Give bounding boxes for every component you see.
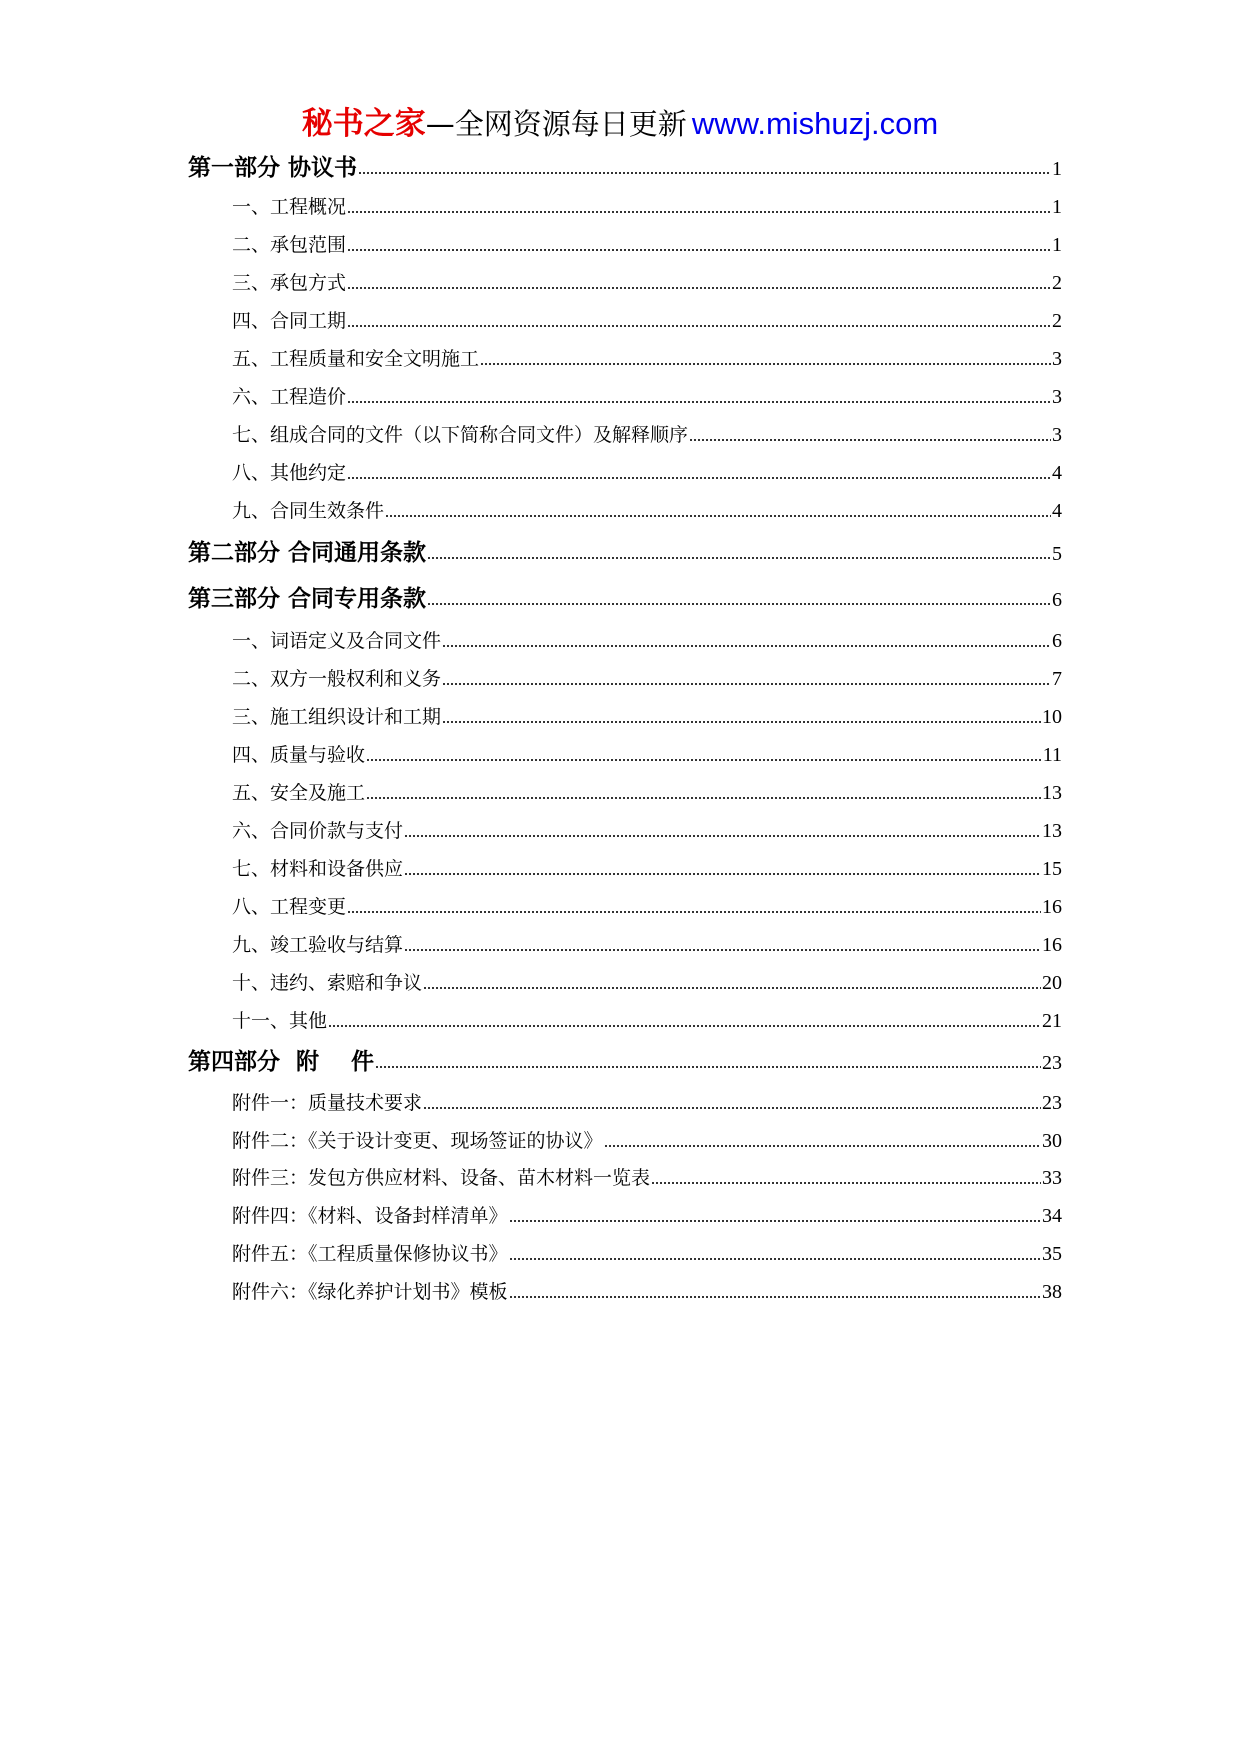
toc-page-number: 30 [1042, 1130, 1062, 1152]
brand-name: 秘书之家 [301, 106, 426, 142]
banner-slogan: —全网资源每日更新 [425, 107, 687, 141]
toc-page-number: 13 [1042, 820, 1062, 842]
toc-section-entry[interactable] [232, 267, 1062, 299]
toc-leader-dots [423, 1106, 1041, 1110]
toc-page-number: 1 [1052, 158, 1062, 180]
toc-entry-title: 十一、其他 [232, 1010, 328, 1032]
toc-page-number: 3 [1052, 386, 1062, 408]
toc-part-entry[interactable] [188, 152, 1062, 184]
toc-leader-dots [366, 758, 1042, 762]
toc-section-entry[interactable] [232, 457, 1062, 489]
toc-section-entry[interactable] [232, 305, 1062, 337]
toc-page-number: 33 [1042, 1167, 1062, 1189]
toc-leader-dots [347, 400, 1051, 404]
toc-section-entry[interactable] [232, 701, 1062, 733]
toc-page-number: 23 [1042, 1092, 1062, 1114]
toc-page-number: 11 [1042, 744, 1062, 766]
toc-entry-title: 五、安全及施工 [232, 782, 366, 804]
toc-leader-dots [347, 476, 1051, 480]
toc-leader-dots [358, 171, 1051, 175]
toc-leader-dots [442, 720, 1041, 724]
toc-section-entry[interactable] [232, 853, 1062, 885]
toc-leader-dots [366, 796, 1041, 800]
toc-entry-title: 第三部分 合同专用条款 [188, 586, 427, 612]
toc-section-entry[interactable] [232, 625, 1062, 657]
toc-section-entry[interactable] [232, 495, 1062, 527]
toc-entry-title: 六、工程造价 [232, 386, 347, 408]
toc-page-number: 7 [1052, 668, 1062, 690]
toc-leader-dots [347, 210, 1051, 214]
toc-part-entry[interactable] [188, 537, 1062, 569]
toc-section-entry[interactable] [232, 815, 1062, 847]
toc-leader-dots [375, 1065, 1041, 1069]
toc-entry-title: 五、工程质量和安全文明施工 [232, 348, 480, 370]
toc-entry-title: 附件一：质量技术要求 [232, 1092, 423, 1114]
toc-entry-title: 四、质量与验收 [232, 744, 366, 766]
toc-part-entry[interactable] [188, 583, 1062, 615]
toc-entry-title: 八、工程变更 [232, 896, 347, 918]
toc-leader-dots [480, 362, 1051, 366]
toc-section-entry[interactable] [232, 663, 1062, 695]
toc-section-entry[interactable] [232, 191, 1062, 223]
toc-section-entry[interactable] [232, 229, 1062, 261]
toc-page-number: 35 [1042, 1243, 1062, 1265]
toc-page-number: 6 [1052, 630, 1062, 652]
toc-leader-dots [604, 1144, 1041, 1148]
toc-entry-title: 第四部分 附 件 [188, 1049, 375, 1075]
toc-appendix-entry[interactable] [232, 1276, 1062, 1308]
toc-leader-dots [651, 1181, 1041, 1185]
toc-entry-title: 九、竣工验收与结算 [232, 934, 404, 956]
toc-section-entry[interactable] [232, 343, 1062, 375]
toc-page-number: 10 [1042, 706, 1062, 728]
toc-page-number: 6 [1052, 589, 1062, 611]
toc-leader-dots [385, 514, 1051, 518]
toc-appendix-entry[interactable] [232, 1200, 1062, 1232]
toc-leader-dots [509, 1257, 1041, 1261]
toc-entry-title: 附件五：《工程质量保修协议书》 [232, 1243, 508, 1265]
toc-appendix-entry[interactable] [232, 1125, 1062, 1157]
toc-appendix-entry[interactable] [232, 1162, 1062, 1194]
toc-entry-title: 附件二：《关于设计变更、现场签证的协议》 [232, 1130, 603, 1152]
toc-entry-title: 一、词语定义及合同文件 [232, 630, 442, 652]
banner-url-link[interactable]: www.mishuzj.com [691, 106, 939, 141]
toc-entry-title: 附件三：发包方供应材料、设备、苗木材料一览表 [232, 1167, 651, 1189]
toc-section-entry[interactable] [232, 967, 1062, 999]
toc-page-number: 21 [1042, 1010, 1062, 1032]
toc-page-number: 5 [1052, 543, 1062, 565]
toc-entry-title: 附件四：《材料、设备封样清单》 [232, 1205, 508, 1227]
toc-leader-dots [347, 248, 1051, 252]
toc-leader-dots [423, 986, 1041, 990]
toc-page-number: 15 [1042, 858, 1062, 880]
toc-page-number: 16 [1042, 934, 1062, 956]
toc-entry-title: 六、合同价款与支付 [232, 820, 404, 842]
toc-page-number: 1 [1052, 196, 1062, 218]
toc-page-number: 2 [1052, 310, 1062, 332]
toc-page-number: 20 [1042, 972, 1062, 994]
toc-entry-title: 三、施工组织设计和工期 [232, 706, 442, 728]
toc-entry-title: 八、其他约定 [232, 462, 347, 484]
toc-page-number: 13 [1042, 782, 1062, 804]
toc-leader-dots [328, 1024, 1041, 1028]
toc-page-number: 34 [1042, 1205, 1062, 1227]
toc-section-entry[interactable] [232, 929, 1062, 961]
toc-page-number: 23 [1042, 1052, 1062, 1074]
toc-section-entry[interactable] [232, 777, 1062, 809]
toc-entry-title: 七、材料和设备供应 [232, 858, 404, 880]
toc-leader-dots [509, 1219, 1041, 1223]
toc-leader-dots [427, 556, 1051, 560]
toc-leader-dots [404, 948, 1041, 952]
toc-leader-dots [427, 602, 1051, 606]
toc-section-entry[interactable] [232, 381, 1062, 413]
toc-entry-title: 三、承包方式 [232, 272, 347, 294]
toc-entry-title: 四、合同工期 [232, 310, 347, 332]
toc-appendix-entry[interactable] [232, 1238, 1062, 1270]
toc-entry-title: 第一部分 协议书 [188, 155, 358, 181]
toc-page-number: 4 [1052, 462, 1062, 484]
toc-page-number: 2 [1052, 272, 1062, 294]
toc-section-entry[interactable] [232, 1005, 1062, 1037]
toc-entry-title: 一、工程概况 [232, 196, 347, 218]
toc-section-entry[interactable] [232, 739, 1062, 771]
toc-entry-title: 附件六：《绿化养护计划书》模板 [232, 1281, 508, 1303]
toc-leader-dots [509, 1295, 1041, 1299]
toc-entry-title: 二、承包范围 [232, 234, 347, 256]
toc-page-number: 16 [1042, 896, 1062, 918]
toc-entry-title: 第二部分 合同通用条款 [188, 540, 427, 566]
toc-leader-dots [347, 910, 1041, 914]
toc-entry-title: 十、违约、索赔和争议 [232, 972, 423, 994]
toc-page-number: 4 [1052, 500, 1062, 522]
toc-page-number: 3 [1052, 348, 1062, 370]
toc-entry-title: 二、双方一般权利和义务 [232, 668, 442, 690]
toc-section-entry[interactable] [232, 419, 1062, 451]
toc-entry-title: 九、合同生效条件 [232, 500, 385, 522]
toc-leader-dots [689, 438, 1051, 442]
toc-leader-dots [347, 324, 1051, 328]
toc-leader-dots [347, 286, 1051, 290]
toc-leader-dots [442, 644, 1051, 648]
toc-page-number: 3 [1052, 424, 1062, 446]
toc-appendix-entry[interactable] [232, 1087, 1062, 1119]
toc-section-entry[interactable] [232, 891, 1062, 923]
toc-entry-title: 七、组成合同的文件（以下简称合同文件）及解释顺序 [232, 424, 689, 446]
toc-leader-dots [442, 682, 1051, 686]
toc-page-number: 1 [1052, 234, 1062, 256]
toc-part-entry[interactable] [188, 1046, 1062, 1078]
toc-leader-dots [404, 872, 1041, 876]
toc-leader-dots [404, 834, 1041, 838]
toc-page-number: 38 [1042, 1281, 1062, 1303]
